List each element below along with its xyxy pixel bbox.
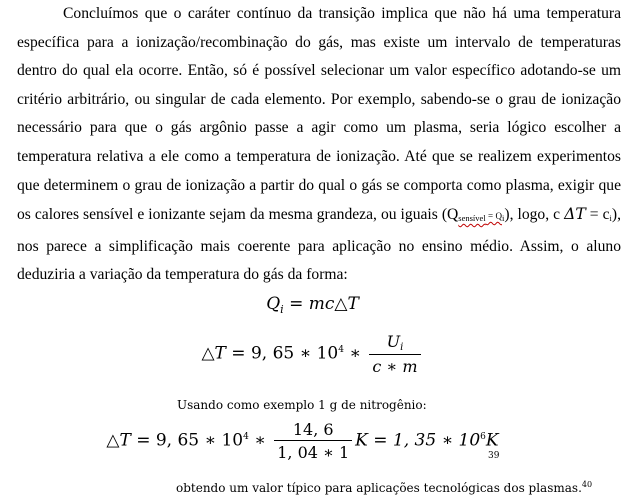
paragraph-line: temperatura relativa a ele como a temperatura de ionização. Até que se realizem experimentos xyxy=(17,147,621,165)
eq1-lhs-sub: i xyxy=(280,303,284,316)
caption-example: Usando como exemplo 1 g de nitrogênio: xyxy=(177,398,427,412)
eq2-exponent: 4 xyxy=(338,344,344,355)
paragraph-line: que determinem o grau de ionização a partir do qual o gás se comporta como plasma, exigir que xyxy=(17,176,621,194)
paragraph-line: os calores sensível e ionizante sejam da mesma grandeza, ou iguais (Q xyxy=(17,206,459,224)
eq3-lhs: △T xyxy=(106,430,131,451)
eq1-sign: = xyxy=(283,294,309,314)
eq3-denominator: 1, 04 ∗ 1 xyxy=(274,440,352,462)
eq2-denominator: c ∗ m xyxy=(369,354,420,376)
eq3-rhs-c: K = 1, 35 ∗ 10 xyxy=(355,430,481,451)
footnote-ref-40: 40 xyxy=(581,480,593,489)
inline-delta-t: ΔT xyxy=(564,205,586,224)
eq3-fraction xyxy=(274,420,352,462)
eq1-rhs: mc△T xyxy=(308,294,359,314)
eq2-rhs-a: = 9, 65 ∗ 10 xyxy=(225,343,339,364)
paragraph-line: critério arbitrário, ou singular de cada elemento. Por exemplo, sabendo-se o grau de ionização xyxy=(17,90,621,108)
eq1-lhs: Q xyxy=(266,294,281,314)
caption-result-text: obtendo um valor típico para aplicações tecnológicas dos plasmas. xyxy=(176,481,582,495)
eq3-numerator: 14, 6 xyxy=(292,420,334,439)
footnote-ref-39: 39 xyxy=(488,451,500,461)
eq3-rhs-b: ∗ xyxy=(248,430,272,451)
paragraph-line: específica para a ionização/recombinação do gás, mas existe um intervalo de temperaturas xyxy=(17,33,621,51)
paragraph-fragment: = xyxy=(585,206,599,224)
equation-delta-t-general xyxy=(0,332,625,376)
paragraph-line: necessário para que o gás argônio passe a agir como um plasma, seria lógico escolher a xyxy=(17,119,621,137)
eq3-exponent: 4 xyxy=(243,431,249,442)
body-paragraph xyxy=(17,0,621,290)
eq2-rhs-b: ∗ xyxy=(343,343,367,364)
equals-inline: = Q xyxy=(485,211,503,222)
paragraph-line: dentro do qual ela ocorre. Então, só é possível selecionar um valor específico adotando-se um xyxy=(17,62,621,80)
eq2-num-u: U xyxy=(386,332,401,351)
subscript-sensivel: sensível xyxy=(458,213,486,224)
paragraph-line: ), nos parece a simplificação mais coerente para aplicação no ensino médio. Assim, o aluno xyxy=(17,206,622,255)
eq3-exponent-2: 6 xyxy=(480,431,486,442)
eq2-fraction xyxy=(369,332,420,376)
paragraph-fragment: c xyxy=(602,206,610,224)
eq2-num-sub: i xyxy=(400,342,404,353)
eq2-numerator xyxy=(384,332,407,354)
equation-heat xyxy=(0,294,625,316)
subscript-i: i xyxy=(609,213,612,224)
paragraph-fragment: ), logo, c xyxy=(504,206,565,224)
subscript-i: i xyxy=(502,213,505,224)
eq3-unit: K xyxy=(485,430,499,451)
eq3-rhs-a: = 9, 65 ∗ 10 xyxy=(130,430,244,451)
eq2-lhs: △T xyxy=(201,343,226,364)
equation-delta-t-example xyxy=(0,420,615,462)
paragraph-line: deduziria a variação da temperatura do gás da forma: xyxy=(17,266,348,284)
caption-result xyxy=(176,480,592,495)
paragraph-line: Concluímos que o caráter contínuo da transição implica que não há uma temperatura xyxy=(63,5,621,22)
